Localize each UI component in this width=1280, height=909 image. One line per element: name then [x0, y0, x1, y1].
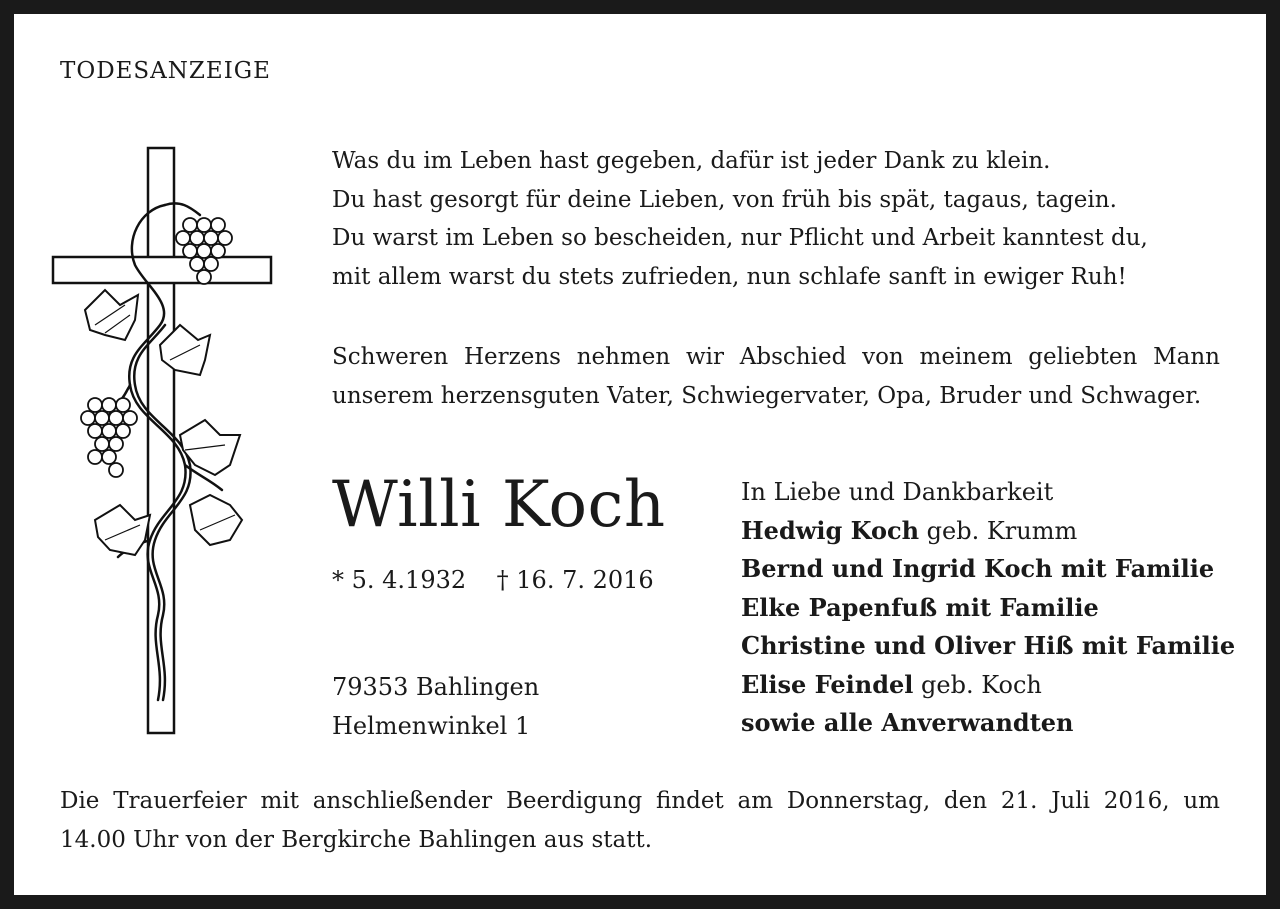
mourner-entry: sowie alle Anverwandten [741, 708, 1074, 737]
funeral-info-line: 14.00 Uhr von der Bergkirche Bahlingen aus statt. [60, 826, 653, 853]
mourner-entry [741, 512, 1235, 551]
intro-line: unserem herzensguten Vater, Schwiegervater, Opa, Bruder und Schwager. [332, 382, 1202, 409]
intro-line: Schweren Herzens nehmen wir Abschied von meinem geliebten Mann [332, 344, 1220, 370]
mourner-entry: Elke Papenfuß mit Familie [741, 592, 1099, 622]
mourner-entry [741, 666, 1235, 705]
mourners-intro: In Liebe und Dankbarkeit [741, 478, 1054, 506]
funeral-info-line: Die Trauerfeier mit anschließender Beerdigung findet am Donnerstag, den 21. Juli 2016, um [60, 788, 1220, 814]
poem-line: Was du im Leben hast gegeben, dafür ist jeder Dank zu klein. [332, 148, 1051, 174]
poem [332, 142, 1148, 296]
mourner-note: geb. Koch [913, 670, 1042, 699]
birth-date: * 5. 4.1932 [332, 566, 467, 594]
poem-line: Du hast gesorgt für deine Lieben, von früh bis spät, tagaus, tagein. [332, 186, 1117, 213]
farewell-intro [332, 338, 1220, 415]
cross-with-grapevine-icon [50, 145, 275, 740]
mourner-entry: Christine und Oliver Hiß mit Familie [741, 631, 1236, 660]
mourners-list [741, 473, 1235, 743]
deceased-name: Willi Koch [332, 468, 666, 542]
notice-heading: TODESANZEIGE [60, 58, 271, 84]
death-date: † 16. 7. 2016 [496, 566, 654, 594]
poem-line: mit allem warst du stets zufrieden, nun schlafe sanft in ewiger Ruh! [332, 263, 1127, 290]
funeral-info [60, 782, 1220, 859]
mourner-entry: Bernd und Ingrid Koch mit Familie [741, 554, 1215, 583]
life-dates [332, 566, 654, 594]
poem-line: Du warst im Leben so bescheiden, nur Pflicht und Arbeit kanntest du, [332, 225, 1148, 251]
address-city: 79353 Bahlingen [332, 673, 540, 701]
address [332, 668, 539, 745]
mourner-note: geb. Krumm [919, 516, 1078, 545]
mourner-name: Elise Feindel [741, 669, 914, 699]
address-street: Helmenwinkel 1 [332, 711, 531, 740]
mourner-name: Hedwig Koch [741, 515, 920, 545]
